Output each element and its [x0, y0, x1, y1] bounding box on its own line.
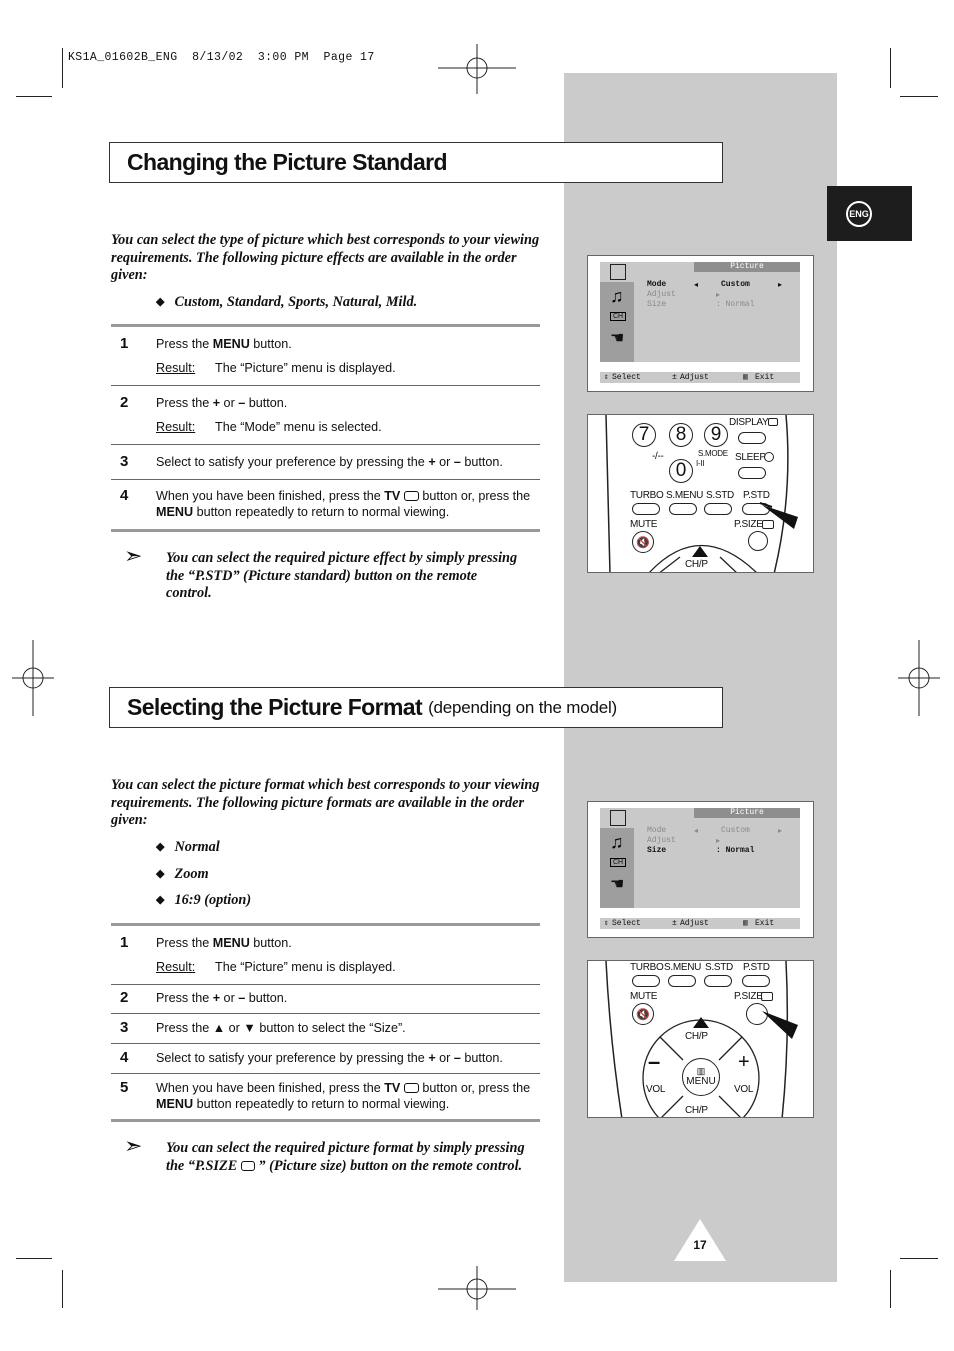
picture-menu-icon: [610, 810, 626, 826]
page-number: 17: [693, 1238, 707, 1252]
step-text: Press the MENU button.: [156, 936, 292, 950]
divider: [111, 324, 540, 327]
pointer-arrow-icon: [758, 1005, 808, 1045]
smode-label: S.MODE: [698, 449, 728, 458]
crop-mark: [900, 96, 938, 97]
right-arrow-icon: ▸: [716, 290, 721, 299]
sstd-button[interactable]: [704, 503, 732, 515]
registration-mark-top: [438, 44, 516, 94]
turbo-button[interactable]: [632, 503, 660, 515]
vol-plus-icon[interactable]: +: [738, 1051, 750, 1073]
osd-mode-label: Mode: [647, 280, 667, 289]
channel-icon: CH: [610, 312, 626, 321]
result-label: Result:: [156, 960, 196, 974]
osd-title: Picture: [694, 808, 800, 818]
result-label: Result:: [156, 361, 196, 375]
crop-mark: [890, 1270, 891, 1308]
section2-bullet: ◆ Zoom: [156, 866, 209, 882]
section1-title-box: [109, 142, 723, 183]
vol-left-label: VOL: [646, 1084, 666, 1095]
osd-footer: ⇕ Select ± Adjust ▥ Exit: [600, 918, 800, 929]
crop-mark: [16, 96, 52, 97]
step-number: 4: [120, 1049, 129, 1066]
language-tab: [827, 186, 912, 241]
step-text: Press the + or – button.: [156, 396, 288, 410]
step-number: 1: [120, 934, 129, 951]
smenu-label: S.MENU: [664, 962, 702, 973]
psize-button[interactable]: [748, 531, 768, 551]
smenu-button[interactable]: [668, 975, 696, 987]
adjust-icon: ±: [672, 919, 677, 928]
language-tab-label: ENG: [846, 201, 872, 227]
registration-mark-left: [12, 640, 54, 716]
display-label: DISPLAY: [729, 417, 769, 428]
osd-adjust-label: Adjust: [647, 290, 676, 299]
crop-mark: [62, 48, 63, 88]
digit-0-button[interactable]: 0: [669, 459, 693, 483]
dash-label: -/--: [652, 451, 664, 462]
sleep-button[interactable]: [738, 467, 766, 479]
result-label: Result:: [156, 420, 196, 434]
mute-label: MUTE: [630, 991, 658, 1002]
divider: [111, 1043, 540, 1044]
vol-right-label: VOL: [734, 1084, 754, 1095]
crop-mark: [62, 1270, 63, 1308]
ch-up-icon: [692, 546, 708, 557]
menu-icon: ▥: [696, 1066, 706, 1076]
registration-mark-right: [898, 640, 940, 716]
note-arrow-icon: ➣: [124, 1133, 143, 1158]
section2-subtitle: (depending on the model): [428, 697, 618, 717]
step-number: 3: [120, 453, 129, 470]
step-number: 2: [120, 394, 129, 411]
menu-icon: ▥: [743, 919, 748, 928]
result-text: The “Picture” menu is displayed.: [215, 960, 396, 974]
osd-icon-column: [600, 282, 634, 362]
osd-screen-mode: [587, 255, 814, 392]
step-number: 3: [120, 1019, 129, 1036]
adjust-icon: ±: [672, 373, 677, 382]
osd-mode-value: Custom: [721, 280, 750, 289]
diamond-bullet-icon: ◆: [156, 296, 165, 308]
osd-adjust-label: Adjust: [647, 836, 676, 845]
osd-screen-size: [587, 801, 814, 938]
section2-intro: You can select the picture format which best corresponds to your viewing requirements. The following picture formats are available in the order given:: [111, 777, 540, 828]
note-arrow-icon: ➣: [124, 543, 143, 568]
crop-mark: [890, 48, 891, 88]
psize-label: P.SIZE: [734, 519, 763, 530]
remote-illustration-1: [587, 414, 814, 573]
diamond-bullet-icon: ◆: [156, 841, 165, 853]
step-text: Press the MENU button.: [156, 337, 292, 351]
divider: [111, 385, 540, 386]
step-text: When you have been finished, press the TV button or, press the MENU button repeatedly to return to normal viewing.: [156, 1081, 531, 1111]
sound-icon: ♫: [610, 832, 624, 852]
sleep-label: SLEEP: [735, 452, 766, 463]
osd-menu: [600, 262, 800, 362]
tv-icon: [404, 491, 419, 501]
step-number: 2: [120, 989, 129, 1006]
turbo-button[interactable]: [632, 975, 660, 987]
pstd-button[interactable]: [742, 975, 770, 987]
pointer-arrow-icon: [758, 499, 808, 535]
step-text: Press the ▲ or ▼ button to select the “Size”.: [156, 1021, 406, 1035]
divider: [111, 444, 540, 445]
divider: [111, 923, 540, 926]
osd-icon-column: [600, 828, 634, 908]
menu-button[interactable]: ▥ MENU: [682, 1058, 720, 1096]
sound-icon: ♫: [610, 286, 624, 306]
clock-icon: [764, 452, 774, 462]
psize-icon: [761, 992, 773, 1001]
chp-label: CH/P: [685, 559, 708, 570]
sstd-label: S.STD: [706, 490, 734, 501]
osd-footer: ⇕ Select ± Adjust ▥ Exit: [600, 372, 800, 383]
right-arrow-icon: ▸: [778, 826, 783, 835]
smenu-button[interactable]: [669, 503, 697, 515]
turbo-label: TURBO: [630, 490, 664, 501]
menu-icon: ▥: [743, 373, 748, 382]
chp-up-label: CH/P: [685, 1031, 708, 1042]
right-arrow-icon: ▸: [778, 280, 783, 289]
section2-bullet: ◆ 16:9 (option): [156, 892, 252, 908]
diamond-bullet-icon: ◆: [156, 868, 165, 880]
osd-size-value: : Normal: [716, 300, 755, 309]
section1-intro: You can select the type of picture which best corresponds to your viewing requirements. The following picture effects are available in the order given:: [111, 232, 540, 283]
step-text: Select to satisfy your preference by pressing the + or – button.: [156, 455, 503, 469]
sstd-label: S.STD: [705, 962, 733, 973]
registration-mark-bottom: [438, 1266, 516, 1310]
mute-button[interactable]: 🔇: [632, 531, 654, 553]
step-number: 1: [120, 335, 129, 352]
osd-title: Picture: [694, 262, 800, 272]
diamond-bullet-icon: ◆: [156, 894, 165, 906]
print-header: KS1A_01602B_ENG 8/13/02 3:00 PM Page 17: [68, 51, 375, 64]
mute-label: MUTE: [630, 519, 658, 530]
right-arrow-icon: ▸: [716, 836, 721, 845]
left-arrow-icon: ◂: [694, 280, 699, 289]
turbo-label: TURBO: [630, 962, 664, 973]
setup-hand-icon: ☚: [610, 330, 625, 347]
sstd-button[interactable]: [704, 975, 732, 987]
step-text: Press the + or – button.: [156, 991, 288, 1005]
osd-mode-value: Custom: [721, 826, 750, 835]
divider: [111, 1073, 540, 1074]
step-text: Select to satisfy your preference by pressing the + or – button.: [156, 1051, 503, 1065]
display-button[interactable]: [738, 432, 766, 444]
section2-note: You can select the required picture format by simply pressing the “P.SIZE ” (Picture size) button on the remote control.: [166, 1140, 525, 1174]
chp-down-label: CH/P: [685, 1105, 708, 1116]
section2-title-box: [109, 687, 723, 728]
digit-7-button[interactable]: 7: [632, 423, 656, 447]
picture-menu-icon: [610, 264, 626, 280]
divider: [111, 1013, 540, 1014]
divider: [111, 529, 540, 532]
step-number: 4: [120, 487, 129, 504]
ch-up-icon: [693, 1017, 709, 1028]
section1-note: You can select the required picture effect by simply pressing the “P.STD” (Picture standard) button on the remote control.: [166, 550, 518, 601]
channel-icon: CH: [610, 858, 626, 867]
left-arrow-icon: ◂: [694, 826, 699, 835]
setup-hand-icon: ☚: [610, 876, 625, 893]
osd-menu: [600, 808, 800, 908]
osd-size-label: Size: [647, 300, 667, 309]
section1-title: Changing the Picture Standard: [127, 149, 447, 175]
display-icon: [768, 418, 778, 426]
digit-9-button[interactable]: 9: [704, 423, 728, 447]
mute-button[interactable]: 🔇: [632, 1003, 654, 1025]
pstd-label: P.STD: [743, 490, 770, 501]
psize-icon: [762, 520, 774, 529]
step-number: 5: [120, 1079, 129, 1096]
psize-icon: [241, 1161, 255, 1171]
crop-mark: [16, 1258, 52, 1259]
select-icon: ⇕: [604, 919, 609, 928]
section2-title: Selecting the Picture Format: [127, 694, 423, 720]
tv-icon: [404, 1083, 419, 1093]
remote-illustration-2: [587, 960, 814, 1118]
result-text: The “Picture” menu is displayed.: [215, 361, 396, 375]
psize-label: P.SIZE: [734, 991, 763, 1002]
smode2-label: I-II: [696, 459, 705, 468]
crop-mark: [900, 1258, 938, 1259]
digit-8-button[interactable]: 8: [669, 423, 693, 447]
osd-size-label: Size: [647, 846, 667, 855]
osd-size-value: : Normal: [716, 846, 755, 855]
section1-bullet: ◆ Custom, Standard, Sports, Natural, Mild.: [156, 294, 418, 310]
pstd-label: P.STD: [743, 962, 770, 973]
smenu-label: S.MENU: [666, 490, 704, 501]
step-text: When you have been finished, press the TV button or, press the MENU button repeatedly to return to normal viewing.: [156, 489, 531, 519]
osd-mode-label: Mode: [647, 826, 667, 835]
select-icon: ⇕: [604, 373, 609, 382]
result-text: The “Mode” menu is selected.: [215, 420, 382, 434]
divider: [111, 984, 540, 985]
divider: [111, 1119, 540, 1122]
divider: [111, 479, 540, 480]
vol-minus-icon[interactable]: –: [648, 1049, 660, 1074]
section2-bullet: ◆ Normal: [156, 839, 220, 855]
